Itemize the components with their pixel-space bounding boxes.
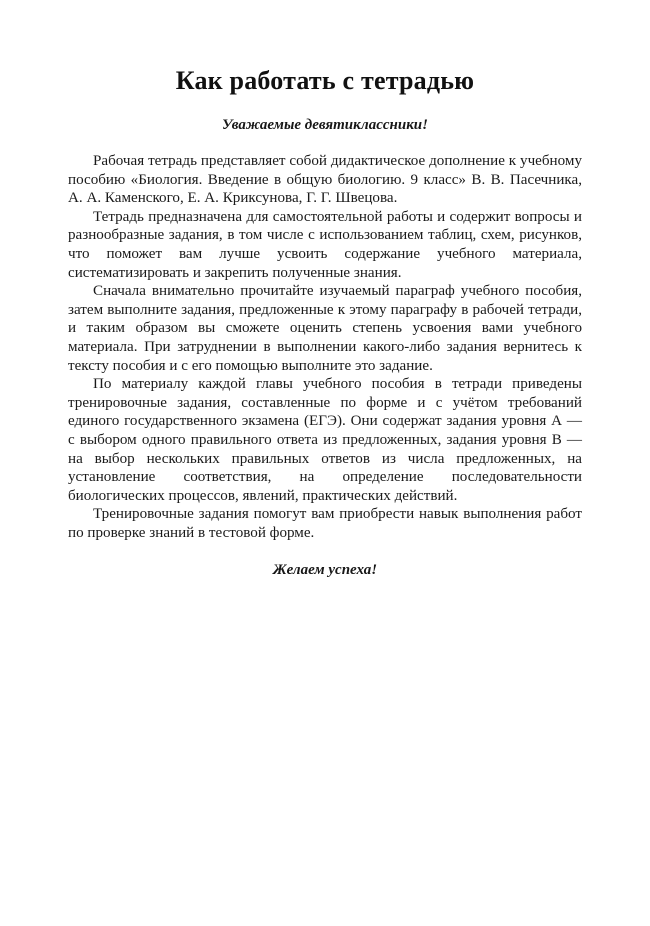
paragraph: Тетрадь предназначена для самостоятельной работы и содержит вопросы и разнообразные задания, в том числе с использованием таблиц, схем, рисунков, что поможет вам лучше усвоить содержание учебного материала, систематизировать и закрепить полученные знания.	[68, 208, 582, 281]
page-title: Как работать с тетрадью	[175, 66, 475, 95]
closing-line: Желаем успеха!	[272, 562, 378, 579]
paragraph: Сначала внимательно прочитайте изучаемый параграф учебного пособия, затем выполните задания, предложенные к этому параграфу в рабочей тетради, и таким образом вы сможете оценить степень усвоения вами учебного материала. При затруднении в выполнении какого-либо задания вернитесь к тексту пособия и с его помощью выполните это задание.	[68, 283, 582, 374]
text-column	[68, 0, 582, 580]
body-paragraphs	[68, 135, 582, 542]
paragraph: Рабочая тетрадь представляет собой дидактическое дополнение к учебному пособию «Биология. Введение в общую биологию. 9 класс» В. В. Пасечника, А. А. Каменского, Е. А. Криксунова, Г. Г. Швецова.	[68, 153, 582, 207]
paragraph: По материалу каждой главы учебного пособия в тетради приведены тренировочные задания, составленные по форме и с учётом требований единого государственного экзамена (ЕГЭ). Они содержат задания уровня А — с выбором одного правильного ответа из предложенных, задания уровня В — на выбор нескольких правильных ответов из числа предложенных, на установление соответствия, на определение последовательности биологических процессов, явлений, практических действий.	[68, 376, 582, 504]
paragraph: Тренировочные задания помогут вам приобрести навык выполнения работ по проверке знаний в тестовой форме.	[68, 506, 582, 541]
salutation: Уважаемые девятиклассники!	[221, 117, 428, 133]
